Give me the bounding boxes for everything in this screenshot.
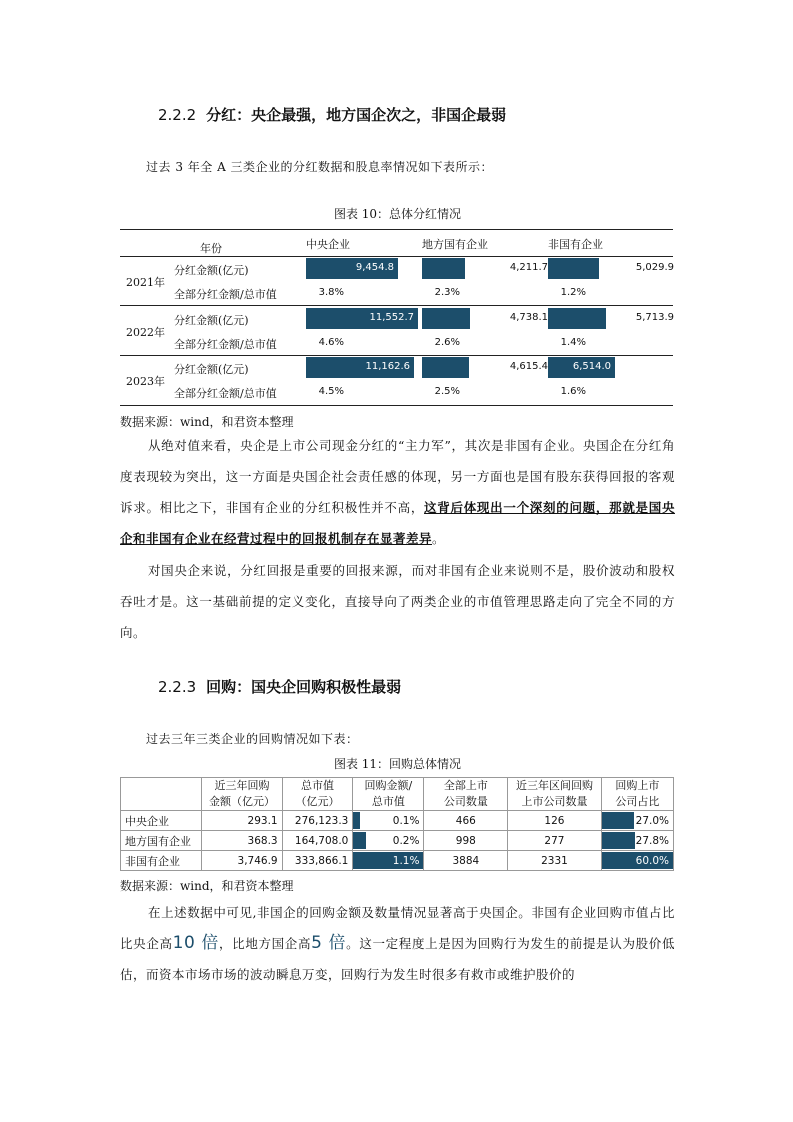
paragraph-2: 对国央企来说，分红回报是重要的回报来源，而对非国有企业来说则不是，股价波动和股权吞吐才是。这一基础前提的定义变化，直接导向了两类企业的市值管理思路走向了完全不同的方向。 [120, 563, 675, 640]
header-listed-count: 全部上市 公司数量 [424, 778, 508, 811]
header-blank [121, 778, 202, 811]
row-year: 2022年 [126, 325, 165, 339]
header-year: 年份 [200, 242, 222, 255]
buyback-count: 126 [508, 811, 602, 831]
dividend-table [120, 229, 675, 407]
buyback-amount: 3,746.9 [202, 851, 282, 871]
section-title: 回购：国央企回购积极性最弱 [206, 678, 402, 696]
listed-count: 466 [424, 811, 508, 831]
header-col-private: 非国有企业 [548, 238, 603, 251]
buyback-ratio [353, 831, 424, 851]
table-row [121, 851, 674, 871]
amount-value: 4,211.7 [509, 262, 548, 273]
table-row [121, 811, 674, 831]
market-cap: 164,708.0 [282, 831, 353, 851]
buyback-table [120, 777, 674, 871]
buyback-ratio [353, 851, 424, 871]
row-name: 地方国有企业 [121, 831, 202, 851]
ratio-value: 1.6% [560, 386, 586, 397]
buyback-share [601, 831, 673, 851]
header-buyback-count: 近三年区间回购 上市公司数量 [508, 778, 602, 811]
cell-value: 1.1% [392, 854, 420, 867]
figure-caption: 图表 10：总体分红情况 [333, 207, 462, 221]
intro-text: 过去 3 年全 A 三类企业的分红数据和股息率情况如下表所示： [146, 160, 494, 174]
paragraph-3-end: 。这一定程度上是因为回购行为发生的前提是认为股价低估，而资本市场市场的波动瞬息万变，回购行为发生时很多有救市或维护股价的 [120, 936, 675, 982]
ratio-value: 4.6% [318, 336, 344, 348]
ratio-value: 4.5% [318, 386, 344, 397]
amount-value: 6,514.0 [572, 361, 611, 372]
header-market-cap: 总市值 （亿元） [282, 778, 353, 811]
paragraph-1-end: 。 [432, 531, 446, 546]
cell-value: 27.8% [635, 834, 669, 847]
amount-value: 9,454.8 [355, 262, 394, 273]
cell-value: 27.0% [635, 814, 669, 827]
buyback-ratio [353, 811, 424, 831]
amount-value: 5,029.9 [635, 262, 674, 273]
ratio-value: 2.6% [434, 336, 460, 348]
row-divider [120, 305, 673, 306]
metric-amount-label: 分红金额(亿元) [174, 264, 249, 277]
buyback-amount: 293.1 [202, 811, 282, 831]
section-heading-dividend [158, 104, 506, 125]
buyback-share [601, 811, 673, 831]
table-bottom-rule [120, 405, 673, 406]
market-cap: 276,123.3 [282, 811, 353, 831]
header-col-central: 中央企业 [306, 238, 350, 251]
header-buyback-amount: 近三年回购 金额（亿元） [202, 778, 282, 811]
metric-ratio-label: 全部分红金额/总市值 [174, 387, 277, 400]
ratio-value: 1.2% [560, 287, 586, 298]
section-title: 分红：央企最强，地方国企次之，非国企最弱 [206, 106, 507, 124]
row-divider [120, 355, 673, 356]
source-note: 数据来源：wind，和君资本整理 [120, 415, 294, 429]
section-number: 2.2.2 [158, 106, 197, 124]
paragraph-3-text: 在上述数据中可见,非国企的回购金额及数量情况显著高于央国企。非国有企业回购市值占比比央企高 [120, 905, 675, 951]
amount-value: 11,552.7 [369, 311, 414, 323]
amount-value: 4,615.4 [509, 361, 548, 372]
section-number: 2.2.3 [158, 678, 197, 696]
section-heading-buyback [158, 676, 401, 697]
row-year: 2023年 [126, 375, 165, 388]
ratio-value: 2.5% [434, 386, 460, 397]
row-name: 中央企业 [121, 811, 202, 831]
cell-value: 0.2% [392, 834, 420, 847]
header-rule [120, 256, 673, 257]
row-year: 2021年 [126, 276, 165, 289]
metric-ratio-label: 全部分红金额/总市值 [174, 288, 277, 301]
paragraph-3-mid: ，比地方国企高 [219, 936, 312, 951]
highlight-10x: 10 倍 [172, 933, 219, 953]
paragraph-1 [120, 430, 675, 554]
table-row [121, 831, 674, 851]
metric-amount-label: 分红金额(亿元) [174, 363, 249, 376]
figure-caption-2: 图表 11：回购总体情况 [333, 757, 462, 771]
amount-value: 4,738.1 [509, 311, 548, 323]
table-top-rule [120, 229, 673, 230]
market-cap: 333,866.1 [282, 851, 353, 871]
header-buyback-share: 回购上市 公司占比 [601, 778, 673, 811]
header-buyback-ratio: 回购金额/ 总市值 [353, 778, 424, 811]
ratio-value: 1.4% [560, 336, 586, 348]
cell-value: 0.1% [392, 814, 420, 827]
amount-value: 5,713.9 [635, 311, 674, 323]
intro-text-2: 过去三年三类企业的回购情况如下表： [146, 732, 359, 746]
table-header-row [121, 778, 674, 811]
metric-amount-label: 分红金额(亿元) [174, 313, 249, 327]
paragraph-1-emphasis: 这背后体现出一个深刻的问题，那就是国央企和非国有企业在经营过程中的回报机制存在显著差异 [120, 500, 675, 546]
buyback-share [601, 851, 673, 871]
header-col-local: 地方国有企业 [422, 238, 488, 251]
ratio-value: 2.3% [434, 287, 460, 298]
ratio-value: 3.8% [318, 287, 344, 298]
highlight-5x: 5 倍 [311, 933, 347, 953]
paragraph-1-text: 从绝对值来看，央企是上市公司现金分红的“主力军”，其次是非国有企业。央国企在分红角度表现较为突出，这一方面是央国企社会责任感的体现，另一方面也是国有股东获得回报的客观诉求。相比之下，非国有企业的分红积极性并不高， [120, 438, 675, 515]
cell-value: 60.0% [635, 854, 669, 867]
listed-count: 3884 [424, 851, 508, 871]
amount-value: 11,162.6 [365, 361, 410, 372]
buyback-count: 2331 [508, 851, 602, 871]
metric-ratio-label: 全部分红金额/总市值 [174, 337, 277, 351]
buyback-amount: 368.3 [202, 831, 282, 851]
row-name: 非国有企业 [121, 851, 202, 871]
listed-count: 998 [424, 831, 508, 851]
source-note-2: 数据来源：wind，和君资本整理 [120, 879, 294, 893]
paragraph-3 [120, 897, 675, 990]
buyback-count: 277 [508, 831, 602, 851]
